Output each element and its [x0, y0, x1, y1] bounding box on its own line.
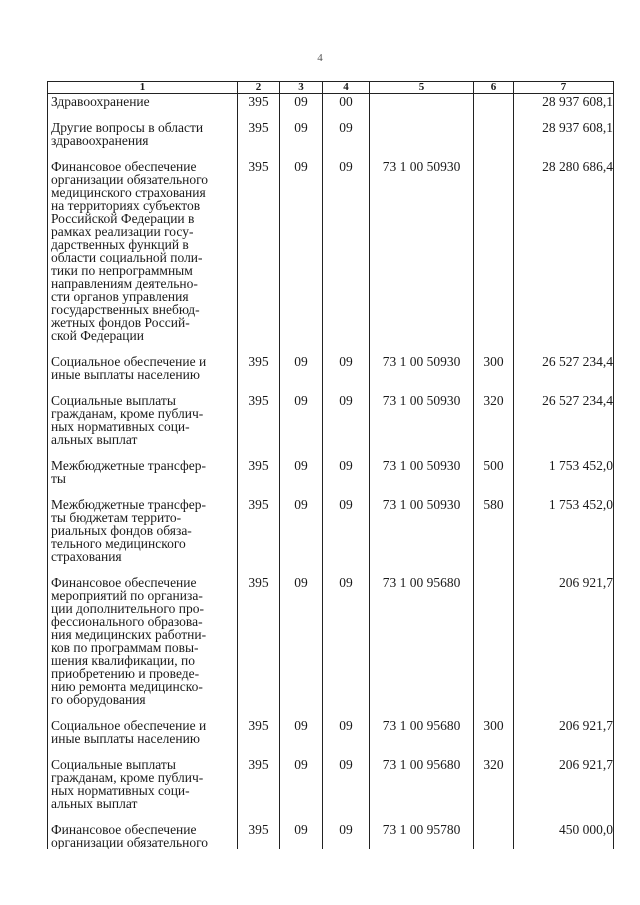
- expense-type-cell: 300: [474, 355, 514, 394]
- table-row: [48, 823, 614, 849]
- row-name-line: жетных фондов Россий-: [51, 315, 190, 330]
- row-name-line: сти органов управления: [51, 289, 189, 304]
- row-name-cell: [48, 758, 238, 823]
- row-name-line: рамках реализации госу-: [51, 224, 194, 239]
- expense-type-cell: [474, 576, 514, 719]
- expense-type-cell: 300: [474, 719, 514, 758]
- row-name-line: шения квалификации, по: [51, 653, 195, 668]
- table-row: [48, 498, 614, 576]
- amount-cell: 28 280 686,4: [514, 160, 614, 355]
- row-name-line: Межбюджетные трансфер-: [51, 498, 206, 512]
- section-code-cell: 09: [280, 576, 323, 719]
- expense-type-cell: [474, 823, 514, 849]
- row-name-cell: [48, 94, 238, 122]
- subsection-code-cell: 09: [323, 498, 370, 576]
- row-name-cell: [48, 459, 238, 498]
- expense-type-cell: [474, 160, 514, 355]
- table-row: [48, 160, 614, 355]
- table-row: [48, 576, 614, 719]
- admin-code-cell: 395: [238, 121, 280, 160]
- row-name-line: нию ремонта медицинско-: [51, 679, 203, 694]
- subsection-code-cell: 09: [323, 576, 370, 719]
- row-name-line: приобретению и проведе-: [51, 666, 200, 681]
- table-row: [48, 355, 614, 394]
- table-row: [48, 121, 614, 160]
- target-article-cell: 73 1 00 95680: [370, 576, 474, 719]
- row-name-line: го оборудования: [51, 692, 146, 707]
- column-header: 4: [323, 82, 370, 94]
- section-code-cell: 09: [280, 459, 323, 498]
- column-header: 2: [238, 82, 280, 94]
- amount-cell: 26 527 234,4: [514, 355, 614, 394]
- row-name-line: Российской Федерации в: [51, 211, 195, 226]
- expense-type-cell: 500: [474, 459, 514, 498]
- row-name-line: здравоохранения: [51, 133, 149, 148]
- admin-code-cell: 395: [238, 459, 280, 498]
- page-number: 4: [317, 52, 323, 64]
- row-name-line: иные выплаты населению: [51, 731, 200, 746]
- section-code-cell: 09: [280, 394, 323, 459]
- row-name-line: организации обязательного: [51, 172, 209, 187]
- amount-cell: 206 921,7: [514, 576, 614, 719]
- row-name-line: фессионального образова-: [51, 614, 203, 629]
- row-name-line: Социальные выплаты: [51, 758, 176, 772]
- admin-code-cell: 395: [238, 355, 280, 394]
- admin-code-cell: 395: [238, 498, 280, 576]
- row-name-line: ции дополнительного про-: [51, 601, 204, 616]
- expense-type-cell: 320: [474, 758, 514, 823]
- column-header: 7: [514, 82, 614, 94]
- expense-type-cell: [474, 94, 514, 122]
- row-name-cell: [48, 355, 238, 394]
- section-code-cell: 09: [280, 758, 323, 823]
- target-article-cell: 73 1 00 95680: [370, 719, 474, 758]
- row-name-line: ты: [51, 471, 66, 486]
- row-name-line: Здравоохранение: [51, 94, 150, 109]
- section-code-cell: 09: [280, 121, 323, 160]
- subsection-code-cell: 09: [323, 121, 370, 160]
- row-name-line: иные выплаты населению: [51, 367, 200, 382]
- row-name-line: ных нормативных соци-: [51, 783, 190, 798]
- section-code-cell: 09: [280, 498, 323, 576]
- row-name-line: государственных внебюд-: [51, 302, 200, 317]
- subsection-code-cell: 09: [323, 459, 370, 498]
- target-article-cell: 73 1 00 50930: [370, 498, 474, 576]
- subsection-code-cell: 09: [323, 823, 370, 849]
- target-article-cell: [370, 94, 474, 122]
- amount-cell: 450 000,0: [514, 823, 614, 849]
- admin-code-cell: 395: [238, 576, 280, 719]
- table-body: [48, 94, 614, 850]
- row-name-line: Социальное обеспечение и: [51, 355, 207, 369]
- row-name-line: Финансовое обеспечение: [51, 160, 197, 174]
- target-article-cell: 73 1 00 50930: [370, 394, 474, 459]
- column-header: 3: [280, 82, 323, 94]
- column-header: 1: [48, 82, 238, 94]
- subsection-code-cell: 09: [323, 394, 370, 459]
- row-name-cell: [48, 576, 238, 719]
- row-name-line: мероприятий по организа-: [51, 588, 203, 603]
- row-name-line: гражданам, кроме публич-: [51, 770, 204, 785]
- column-header: 6: [474, 82, 514, 94]
- section-code-cell: 09: [280, 719, 323, 758]
- row-name-line: ты бюджетам террито-: [51, 510, 182, 525]
- table-header: [48, 82, 614, 94]
- section-code-cell: 09: [280, 355, 323, 394]
- target-article-cell: 73 1 00 95780: [370, 823, 474, 849]
- row-name-line: медицинского страхования: [51, 185, 206, 200]
- row-name-line: на территориях субъектов: [51, 198, 201, 213]
- subsection-code-cell: 00: [323, 94, 370, 122]
- row-name-line: альных выплат: [51, 432, 138, 447]
- admin-code-cell: 395: [238, 94, 280, 122]
- subsection-code-cell: 09: [323, 719, 370, 758]
- subsection-code-cell: 09: [323, 355, 370, 394]
- admin-code-cell: 395: [238, 160, 280, 355]
- admin-code-cell: 395: [238, 758, 280, 823]
- section-code-cell: 09: [280, 160, 323, 355]
- header-row: [48, 82, 614, 94]
- amount-cell: 206 921,7: [514, 758, 614, 823]
- table-row: [48, 394, 614, 459]
- section-code-cell: 09: [280, 823, 323, 849]
- row-name-line: Межбюджетные трансфер-: [51, 459, 206, 473]
- amount-cell: 28 937 608,1: [514, 94, 614, 122]
- row-name-line: риальных фондов обяза-: [51, 523, 192, 538]
- row-name-line: тельного медицинского: [51, 536, 186, 551]
- amount-cell: 28 937 608,1: [514, 121, 614, 160]
- budget-table: [47, 81, 614, 849]
- row-name-line: Социальное обеспечение и: [51, 719, 207, 733]
- row-name-line: тики по непрограммным: [51, 263, 193, 278]
- target-article-cell: 73 1 00 50930: [370, 459, 474, 498]
- admin-code-cell: 395: [238, 394, 280, 459]
- row-name-line: ской Федерации: [51, 328, 144, 343]
- row-name-line: Социальные выплаты: [51, 394, 176, 408]
- subsection-code-cell: 09: [323, 758, 370, 823]
- row-name-cell: [48, 823, 238, 849]
- row-name-cell: [48, 719, 238, 758]
- expense-type-cell: [474, 121, 514, 160]
- row-name-line: Другие вопросы в области: [51, 121, 204, 135]
- row-name-line: Финансовое обеспечение: [51, 823, 197, 837]
- row-name-line: области социальной поли-: [51, 250, 203, 265]
- table-row: [48, 719, 614, 758]
- row-name-line: Финансовое обеспечение: [51, 576, 197, 590]
- row-name-cell: [48, 394, 238, 459]
- row-name-cell: [48, 160, 238, 355]
- row-name-line: ков по программам повы-: [51, 640, 199, 655]
- target-article-cell: 73 1 00 50930: [370, 160, 474, 355]
- row-name-line: альных выплат: [51, 796, 138, 811]
- row-name-line: страхования: [51, 549, 122, 564]
- admin-code-cell: 395: [238, 823, 280, 849]
- row-name-line: направлениям деятельно-: [51, 276, 198, 291]
- expense-type-cell: 580: [474, 498, 514, 576]
- row-name-line: гражданам, кроме публич-: [51, 406, 204, 421]
- table-row: [48, 94, 614, 122]
- column-header: 5: [370, 82, 474, 94]
- table-row: [48, 459, 614, 498]
- row-name-cell: [48, 498, 238, 576]
- row-name-line: ных нормативных соци-: [51, 419, 190, 434]
- amount-cell: 1 753 452,0: [514, 498, 614, 576]
- expense-type-cell: 320: [474, 394, 514, 459]
- amount-cell: 206 921,7: [514, 719, 614, 758]
- target-article-cell: 73 1 00 50930: [370, 355, 474, 394]
- table-row: [48, 758, 614, 823]
- section-code-cell: 09: [280, 94, 323, 122]
- row-name-line: организации обязательного: [51, 835, 209, 849]
- target-article-cell: 73 1 00 95680: [370, 758, 474, 823]
- amount-cell: 26 527 234,4: [514, 394, 614, 459]
- row-name-line: дарственных функций в: [51, 237, 189, 252]
- target-article-cell: [370, 121, 474, 160]
- subsection-code-cell: 09: [323, 160, 370, 355]
- admin-code-cell: 395: [238, 719, 280, 758]
- row-name-line: ния медицинских работни-: [51, 627, 207, 642]
- amount-cell: 1 753 452,0: [514, 459, 614, 498]
- row-name-cell: [48, 121, 238, 160]
